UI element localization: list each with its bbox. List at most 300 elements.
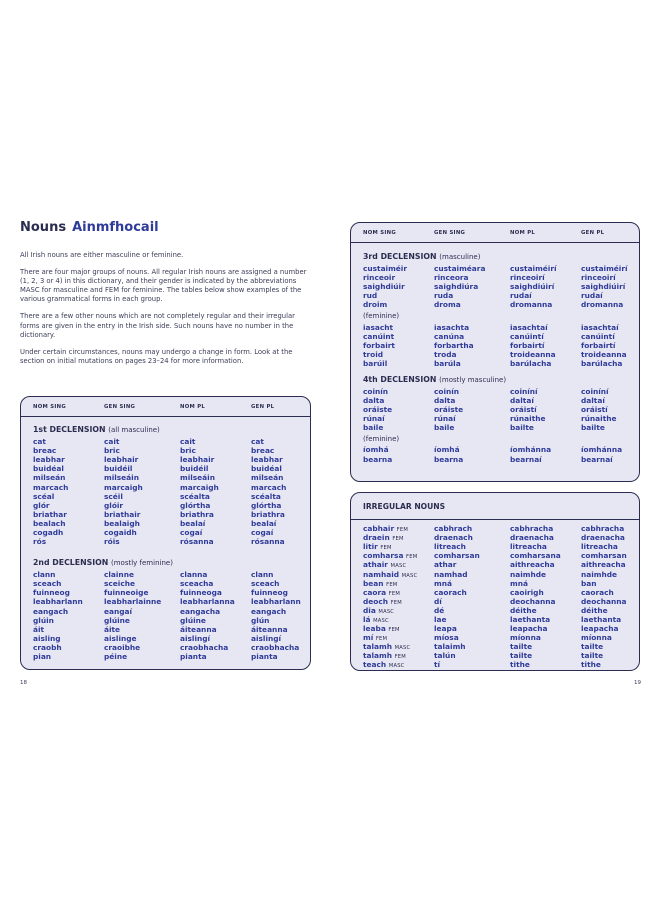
gender-tag: FEM: [390, 599, 402, 606]
table-row: [351, 588, 639, 597]
table-cell: pianta: [180, 652, 207, 662]
noun-word: leaba: [363, 624, 386, 634]
irregular-header: [351, 493, 639, 520]
table-row: [351, 455, 639, 464]
table-cell: droim: [363, 300, 388, 310]
table-cell: milseán: [33, 473, 66, 483]
table-row: [351, 332, 639, 341]
table-cell: [363, 651, 434, 660]
table-row: [351, 291, 639, 300]
table-cell: [363, 642, 434, 651]
section-title: 4th DECLENSION (mostly masculine): [363, 374, 507, 384]
table-cell: fuinneog: [33, 588, 70, 598]
table-cell: bric: [104, 446, 120, 456]
table-header: [21, 397, 310, 417]
section-title: 1st DECLENSION (all masculine): [33, 425, 160, 434]
table-cell: iasachta: [434, 322, 470, 332]
col-nom-pl: NOM PL: [510, 229, 536, 236]
page-number-right: 19: [634, 680, 641, 686]
table-cell: eangacha: [180, 606, 221, 616]
table-cell: bealaigh: [104, 518, 140, 528]
table-cell: bealaí: [251, 518, 277, 528]
table-cell: dromanna: [510, 300, 553, 310]
noun-word: litir: [363, 542, 378, 552]
table-cell: naimhde: [581, 569, 618, 579]
table-row: [351, 551, 639, 560]
table-cell: fuinneoga: [180, 588, 222, 598]
table-cell: mná: [434, 578, 452, 588]
col-gen-sing: GEN SING: [104, 403, 136, 410]
table-cell: rinceoirí: [510, 273, 545, 283]
table-cell: glórtha: [251, 500, 282, 510]
table-row: [21, 501, 310, 510]
gender-tag: FEM: [380, 545, 392, 552]
table-cell: eangaí: [104, 606, 133, 616]
table-row: [21, 643, 310, 652]
table-row: [351, 615, 639, 624]
table-cell: leapacha: [581, 624, 619, 634]
gender-tag: MASC: [388, 663, 405, 670]
noun-word: cabhair: [363, 524, 395, 534]
table-cell: fuinneog: [251, 588, 288, 598]
table-cell: caorach: [581, 587, 614, 597]
table-cell: deochanna: [581, 596, 627, 606]
table-row: [351, 524, 639, 533]
table-cell: troideanna: [581, 349, 627, 359]
table-cell: fuinneoige: [104, 588, 149, 598]
table-cell: cogaí: [251, 527, 274, 537]
table-cell: draenacha: [581, 533, 625, 543]
table-cell: [363, 551, 434, 560]
table-cell: forbartha: [434, 340, 474, 350]
table-cell: glór: [33, 500, 50, 510]
table-cell: canúintí: [510, 331, 544, 341]
table-cell: clann: [251, 570, 274, 580]
table-cell: bearna: [434, 454, 464, 464]
gender-tag: FEM: [388, 627, 400, 634]
table-cell: leabhar: [251, 455, 283, 465]
title-irish: Ainmfhocail: [72, 220, 159, 235]
table-cell: saighdiúra: [434, 282, 479, 292]
table-cell: dalta: [434, 396, 456, 406]
table-cell: deochanna: [510, 596, 556, 606]
table-cell: tailte: [510, 642, 533, 652]
table-row: [21, 570, 310, 579]
col-nom-sing: NOM SING: [363, 229, 397, 236]
gender-tag: FEM: [375, 636, 388, 643]
gender-tag: MASC: [373, 617, 389, 624]
table-cell: íomhánna: [510, 445, 552, 455]
table-cell: glórtha: [180, 500, 211, 510]
intro-paragraph: Under certain circumstances, nouns may undergo a change in form. Look at the section on initial mutations on pages 23–24 for more information.: [20, 347, 293, 365]
table-cell: oráistí: [581, 405, 608, 415]
table-cell: aithreacha: [581, 560, 626, 570]
table-cell: custaiméirí: [510, 264, 557, 274]
table-cell: marcaigh: [104, 482, 143, 492]
table-cell: barúla: [434, 358, 461, 368]
page-number-left: 18: [20, 680, 27, 686]
table-cell: daltaí: [510, 396, 534, 406]
table-cell: rúnaithe: [510, 414, 546, 424]
table-cell: sceach: [251, 579, 280, 589]
intro-text: [20, 251, 310, 374]
table-cell: barúlacha: [510, 358, 552, 368]
table-cell: clann: [33, 570, 56, 580]
table-row: [21, 616, 310, 625]
section-title: 2nd DECLENSION (mostly feminine): [33, 558, 173, 568]
table-row: [351, 414, 639, 423]
table-cell: glúine: [104, 615, 130, 625]
table-cell: rudaí: [510, 291, 532, 301]
table-row: [21, 492, 310, 501]
table-cell: [363, 579, 434, 588]
declension-table-1-2: [20, 396, 311, 670]
table-cell: leabhair: [104, 455, 139, 465]
table-cell: tailte: [581, 642, 604, 652]
table-cell: craoibhe: [104, 642, 141, 652]
table-cell: caorach: [434, 587, 467, 597]
table-cell: troideanna: [510, 349, 556, 359]
table-cell: cogadh: [33, 527, 64, 537]
table-cell: canúna: [434, 331, 465, 341]
noun-word: caora: [363, 587, 387, 597]
col-gen-pl: GEN PL: [251, 403, 275, 410]
table-cell: bearna: [363, 454, 393, 464]
table-cell: marcach: [251, 482, 287, 492]
table-row: [351, 651, 639, 660]
subheading: (feminine): [363, 312, 400, 321]
table-cell: saighdiúirí: [510, 282, 555, 292]
table-cell: áite: [104, 624, 121, 634]
table-cell: rúnaí: [434, 414, 456, 424]
table-cell: clainne: [104, 570, 134, 580]
table-cell: buidéil: [180, 464, 209, 474]
gender-tag: FEM: [386, 581, 398, 588]
table-cell: [363, 533, 434, 542]
table-cell: [363, 606, 434, 615]
table-row: [351, 350, 639, 359]
table-cell: baile: [363, 423, 384, 433]
table-row: [351, 560, 639, 569]
table-row: [351, 660, 639, 669]
table-cell: míonna: [581, 633, 612, 643]
table-cell: briathar: [33, 509, 67, 519]
table-cell: buidéil: [104, 464, 133, 474]
noun-word: talamh: [363, 651, 393, 661]
table-cell: bealaí: [180, 518, 206, 528]
table-cell: áiteanna: [180, 624, 217, 634]
noun-word: deoch: [363, 596, 389, 606]
table-cell: marcaigh: [180, 482, 219, 492]
table-cell: buidéal: [33, 464, 64, 474]
table-cell: iasachtaí: [581, 322, 619, 332]
col-gen-pl: GEN PL: [581, 229, 605, 236]
table-cell: troid: [363, 349, 384, 359]
table-cell: naimhde: [510, 569, 547, 579]
table-cell: draenach: [434, 533, 473, 543]
table-cell: tithe: [510, 660, 530, 670]
table-cell: tailte: [510, 651, 533, 661]
table-cell: comharsan: [581, 551, 627, 561]
table-cell: daltaí: [581, 396, 605, 406]
table-row: [21, 519, 310, 528]
table-cell: tithe: [581, 660, 601, 670]
table-cell: [363, 597, 434, 606]
table-cell: custaiméara: [434, 264, 486, 274]
gender-tag: MASC: [378, 608, 395, 615]
col-nom-pl: NOM PL: [180, 403, 206, 410]
table-cell: glúine: [180, 615, 206, 625]
table-cell: craobhacha: [251, 642, 300, 652]
table-header: [351, 223, 639, 243]
gender-tag: FEM: [394, 654, 406, 661]
intro-paragraph: All Irish nouns are either masculine or feminine.: [20, 251, 184, 259]
table-row: [351, 542, 639, 551]
table-cell: bealach: [33, 518, 66, 528]
table-cell: dalta: [363, 396, 385, 406]
table-cell: cogaí: [180, 527, 203, 537]
gender-tag: FEM: [406, 554, 418, 561]
noun-word: teach: [363, 660, 387, 670]
table-cell: [363, 588, 434, 597]
intro-paragraph: There are four major groups of nouns. All regular Irish nouns are assigned a number (1, 2, 3 or 4) in this dictionary, and their gender is indicated by the abbreviations MASC for masculine and FEM for feminine. The tables below show examples of the various grammatical forms in each group.: [20, 268, 307, 304]
irregular-nouns-table: [350, 492, 640, 671]
table-cell: rúnaithe: [581, 414, 617, 424]
table-cell: cogaidh: [104, 527, 137, 537]
table-cell: cait: [180, 437, 196, 447]
noun-word: athair: [363, 560, 388, 570]
table-cell: talún: [434, 651, 456, 661]
table-row: [351, 322, 639, 331]
table-row: [351, 642, 639, 651]
table-cell: iasachtaí: [510, 322, 548, 332]
table-cell: oráiste: [434, 405, 464, 415]
table-cell: bric: [180, 446, 196, 456]
table-cell: cabhracha: [581, 524, 625, 534]
noun-word: lá: [363, 614, 371, 624]
col-gen-sing: GEN SING: [434, 229, 466, 236]
table-row: [21, 597, 310, 606]
table-row: [351, 423, 639, 432]
table-row: [21, 473, 310, 482]
table-cell: mná: [510, 578, 528, 588]
table-cell: leabharlann: [33, 597, 83, 607]
table-cell: coinín: [363, 386, 389, 396]
table-cell: cabhrach: [434, 524, 473, 534]
table-row: [351, 445, 639, 454]
table-cell: lae: [434, 614, 447, 624]
noun-word: talamh: [363, 642, 393, 652]
table-row: [351, 606, 639, 615]
table-cell: [363, 542, 434, 551]
table-cell: péine: [104, 652, 128, 662]
table-cell: breac: [251, 446, 275, 456]
gender-tag: FEM: [392, 536, 404, 543]
table-cell: droma: [434, 300, 461, 310]
table-row: [351, 282, 639, 291]
table-cell: eangach: [251, 606, 287, 616]
intro-paragraph: There are a few other nouns which are not completely regular and their irregular forms are given in the entry in the Irish side. Such nouns have no number in the dictionary.: [20, 312, 295, 339]
declension-table-3-4: [350, 222, 640, 482]
table-row: [21, 634, 310, 643]
table-row: [21, 579, 310, 588]
table-cell: saighdiúir: [363, 282, 405, 292]
table-cell: barúil: [363, 358, 388, 368]
noun-word: dia: [363, 605, 376, 615]
table-cell: rinceoirí: [581, 273, 616, 283]
table-row: [21, 537, 310, 546]
gender-tag: FEM: [388, 590, 400, 597]
table-row: [351, 273, 639, 282]
table-cell: custaiméir: [363, 264, 407, 274]
table-row: [351, 533, 639, 542]
table-cell: glóir: [104, 500, 124, 510]
table-cell: saighdiúirí: [581, 282, 626, 292]
table-cell: [363, 524, 434, 533]
table-cell: comharsan: [434, 551, 480, 561]
table-cell: milseáin: [104, 473, 139, 483]
table-cell: leabharlanna: [180, 597, 235, 607]
table-cell: rósanna: [251, 537, 285, 547]
gender-tag: FEM: [396, 527, 409, 534]
table-cell: forbairt: [363, 340, 395, 350]
table-cell: [363, 660, 434, 669]
table-cell: marcach: [33, 482, 69, 492]
table-cell: leabhair: [180, 455, 215, 465]
table-cell: canúintí: [581, 331, 615, 341]
table-cell: litreach: [434, 542, 466, 552]
table-cell: ban: [581, 578, 597, 588]
noun-word: namhaid: [363, 569, 400, 579]
noun-word: comharsa: [363, 551, 404, 561]
table-cell: eangach: [33, 606, 69, 616]
table-cell: aislingí: [251, 633, 282, 643]
table-cell: rósanna: [180, 537, 214, 547]
subheading: (feminine): [363, 435, 400, 444]
table-cell: ruda: [434, 291, 454, 301]
table-cell: rud: [363, 291, 378, 301]
table-row: [351, 300, 639, 309]
noun-word: draein: [363, 533, 390, 543]
table-cell: forbairtí: [581, 340, 616, 350]
table-cell: draenacha: [510, 533, 554, 543]
table-cell: craobhacha: [180, 642, 229, 652]
table-cell: róis: [104, 537, 120, 547]
table-cell: caoirigh: [510, 587, 544, 597]
table-cell: [363, 570, 434, 579]
table-cell: aislinge: [104, 633, 137, 643]
table-cell: rudaí: [581, 291, 603, 301]
table-cell: craobh: [33, 642, 62, 652]
table-cell: cait: [104, 437, 120, 447]
table-cell: áit: [33, 624, 45, 634]
table-cell: oráistí: [510, 405, 537, 415]
table-cell: briathra: [180, 509, 214, 519]
table-cell: coinín: [434, 386, 460, 396]
table-cell: leabharlainne: [104, 597, 162, 607]
table-row: [351, 569, 639, 578]
gender-tag: MASC: [401, 572, 418, 579]
table-row: [351, 579, 639, 588]
table-cell: briathair: [104, 509, 141, 519]
table-row: [21, 437, 310, 446]
table-cell: iasacht: [363, 322, 394, 332]
gender-tag: MASC: [394, 645, 411, 652]
table-cell: coiníní: [581, 386, 609, 396]
table-cell: bearnaí: [581, 454, 613, 464]
table-cell: scéalta: [251, 491, 281, 501]
table-row: [21, 464, 310, 473]
table-row: [21, 652, 310, 661]
table-cell: comharsana: [510, 551, 561, 561]
table-cell: forbairtí: [510, 340, 545, 350]
table-cell: buidéal: [251, 464, 282, 474]
table-cell: sceiche: [104, 579, 135, 589]
table-cell: leabharlann: [251, 597, 301, 607]
table-cell: cat: [251, 437, 264, 447]
table-row: [21, 625, 310, 634]
table-cell: talaimh: [434, 642, 466, 652]
table-cell: oráiste: [363, 405, 393, 415]
table-cell: glúin: [33, 615, 54, 625]
table-cell: custaiméirí: [581, 264, 628, 274]
table-row: [351, 396, 639, 405]
table-cell: coiníní: [510, 386, 538, 396]
table-cell: cat: [33, 437, 46, 447]
gender-tag: MASC: [390, 563, 407, 570]
table-cell: glún: [251, 615, 270, 625]
table-cell: dí: [434, 596, 442, 606]
col-nom-sing: NOM SING: [33, 403, 67, 410]
table-cell: rinceora: [434, 273, 469, 283]
table-cell: déithe: [510, 605, 537, 615]
table-cell: athar: [434, 560, 457, 570]
table-cell: rinceoir: [363, 273, 396, 283]
irregular-title: IRREGULAR NOUNS: [363, 501, 446, 511]
table-cell: bailte: [581, 423, 605, 433]
table-cell: dé: [434, 605, 445, 615]
section-title: 3rd DECLENSION (masculine): [363, 252, 481, 261]
table-cell: dromanna: [581, 300, 624, 310]
noun-word: bean: [363, 578, 384, 588]
table-cell: litreacha: [510, 542, 547, 552]
table-cell: clanna: [180, 570, 208, 580]
table-cell: íomhá: [363, 445, 389, 455]
page-title: [20, 220, 159, 235]
table-cell: tailte: [581, 651, 604, 661]
table-cell: míosa: [434, 633, 459, 643]
table-cell: leapacha: [510, 624, 548, 634]
table-cell: pianta: [251, 652, 278, 662]
table-cell: íomhánna: [581, 445, 623, 455]
table-cell: tí: [434, 660, 441, 670]
table-cell: bearnaí: [510, 454, 542, 464]
table-cell: [363, 624, 434, 633]
table-row: [351, 624, 639, 633]
table-cell: briathra: [251, 509, 285, 519]
table-cell: aislingí: [180, 633, 211, 643]
table-row: [351, 387, 639, 396]
table-cell: aisling: [33, 633, 61, 643]
table-cell: laethanta: [581, 614, 622, 624]
table-cell: breac: [33, 446, 57, 456]
table-cell: [363, 560, 434, 569]
table-cell: canúint: [363, 331, 395, 341]
table-cell: milseán: [251, 473, 284, 483]
table-row: [351, 264, 639, 273]
table-row: [351, 633, 639, 642]
table-row: [351, 597, 639, 606]
